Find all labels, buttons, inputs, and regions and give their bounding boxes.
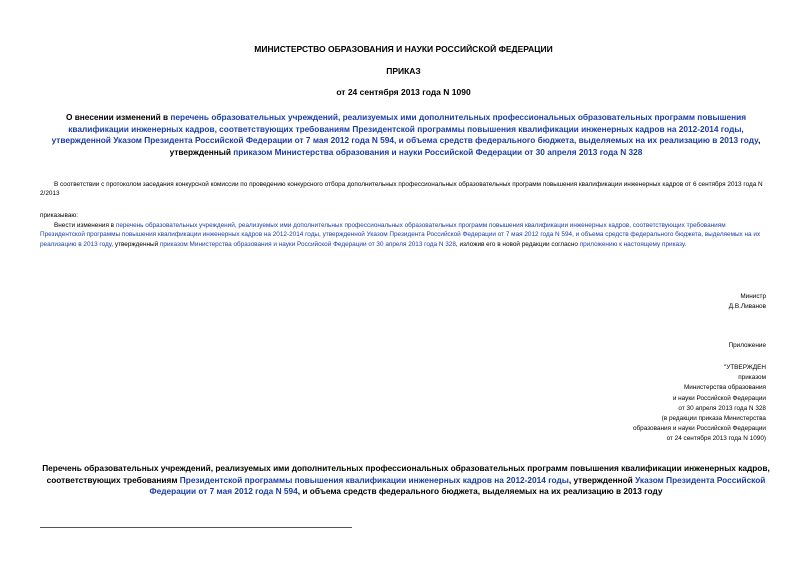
list-title-text: Перечень образовательных учреждений, реализуемых ими дополнительных профессиональных образовательных программ повышения квалификации инженерных кадров, соответствующих требованиям [42,463,770,485]
approval-line: (в редакции приказа Министерства [661,415,766,423]
paragraph-text: . [684,240,687,248]
list-title-link-program[interactable]: Президентской программы повышения квалификации инженерных кадров на 2012-2014 годы [179,474,569,485]
ministry-heading: МИНИСТЕРСТВО ОБРАЗОВАНИЯ И НАУКИ РОССИЙСКОЙ ФЕДЕРАЦИИ [254,44,553,54]
paragraph-text: Внести изменения в [54,222,116,229]
paragraph-text: , утвержденный [111,240,160,248]
approval-line: "УТВЕРЖДЕН [723,364,766,371]
list-title-link-decree[interactable]: Указом Президента Российской Федерации от 7 мая 2012 года N 594 [149,474,766,496]
paragraph-link-list[interactable]: перечень образовательных учреждений, реализуемых ими дополнительных профессиональных образовательных программ повышения квалификации инженерных кадров, соответствующих требованиям Президентской программы повышения квалификации инженерных кадров на 2012-2014 годы, утвержденной Указом Президента Российской Федерации от 7 мая 2012 года N 594, и объема средств федерального бюджета, выделяемых на их реализацию в 2013 году [40,222,761,248]
paragraph-link-appendix[interactable]: приложению к настоящему приказу [579,240,685,248]
approval-block [633,363,766,445]
signature-block [729,292,766,312]
doc-type-heading: ПРИКАЗ [386,66,421,76]
title-link-order-328[interactable]: приказом Министерства образования и науки Российской Федерации от 30 апреля 2013 года N 328 [233,146,643,157]
list-title-text: , утвержденной [568,474,636,485]
title-text: О внесении изменений в [65,112,171,122]
list-title-text: , и объема средств федерального бюджета, выделяемых на их реализацию в 2013 году [297,486,663,496]
approval-line: и науки Российской Федерации [672,394,766,402]
approval-line: Министерства образования [683,384,766,392]
approval-line: образования и науки Российской Федерации [632,425,766,433]
paragraph-text: , изложив его в новой редакции согласно [455,240,580,248]
approval-line: от 24 сентября 2013 года N 1090) [666,435,766,443]
list-title [40,463,772,498]
preamble-paragraph: В соответствии с протоколом заседания конкурсной комиссии по проведению конкурсного отбора дополнительных профессиональных образовательных программ повышения квалификации инженерных кадров от 6 сентября 2013 года N 2/2013 [40,181,763,197]
title-link-list[interactable]: перечень образовательных учреждений, реализуемых ими дополнительных профессиональных образовательных программ повышения квалификации инженерных кадров, соответствующих требованиям Президентской программы повышения квалификации инженерных кадров на 2012-2014 годы, утвержденной Указом Президента Российской Федерации от 7 мая 2012 года N 594, и объема средств федерального бюджета, выделяемых на их реализацию в 2013 году [51,112,759,145]
order-title [40,112,772,158]
title-text: , утвержденный [169,135,761,157]
main-paragraph [40,221,770,249]
appendix-label: Приложение [728,342,766,349]
paragraph-link-order-328[interactable]: приказом Министерства образования и науки Российской Федерации от 30 апреля 2013 года N 328 [159,240,456,248]
approval-line: приказом [738,374,766,382]
approval-line: от 30 апреля 2013 года N 328 [678,404,766,412]
signature-name: Д.В.Ливанов [728,303,766,310]
footnote-divider [40,527,352,528]
signature-position: Министр [740,293,766,300]
date-number-heading: от 24 сентября 2013 года N 1090 [336,87,471,97]
order-word: приказываю: [40,212,78,219]
